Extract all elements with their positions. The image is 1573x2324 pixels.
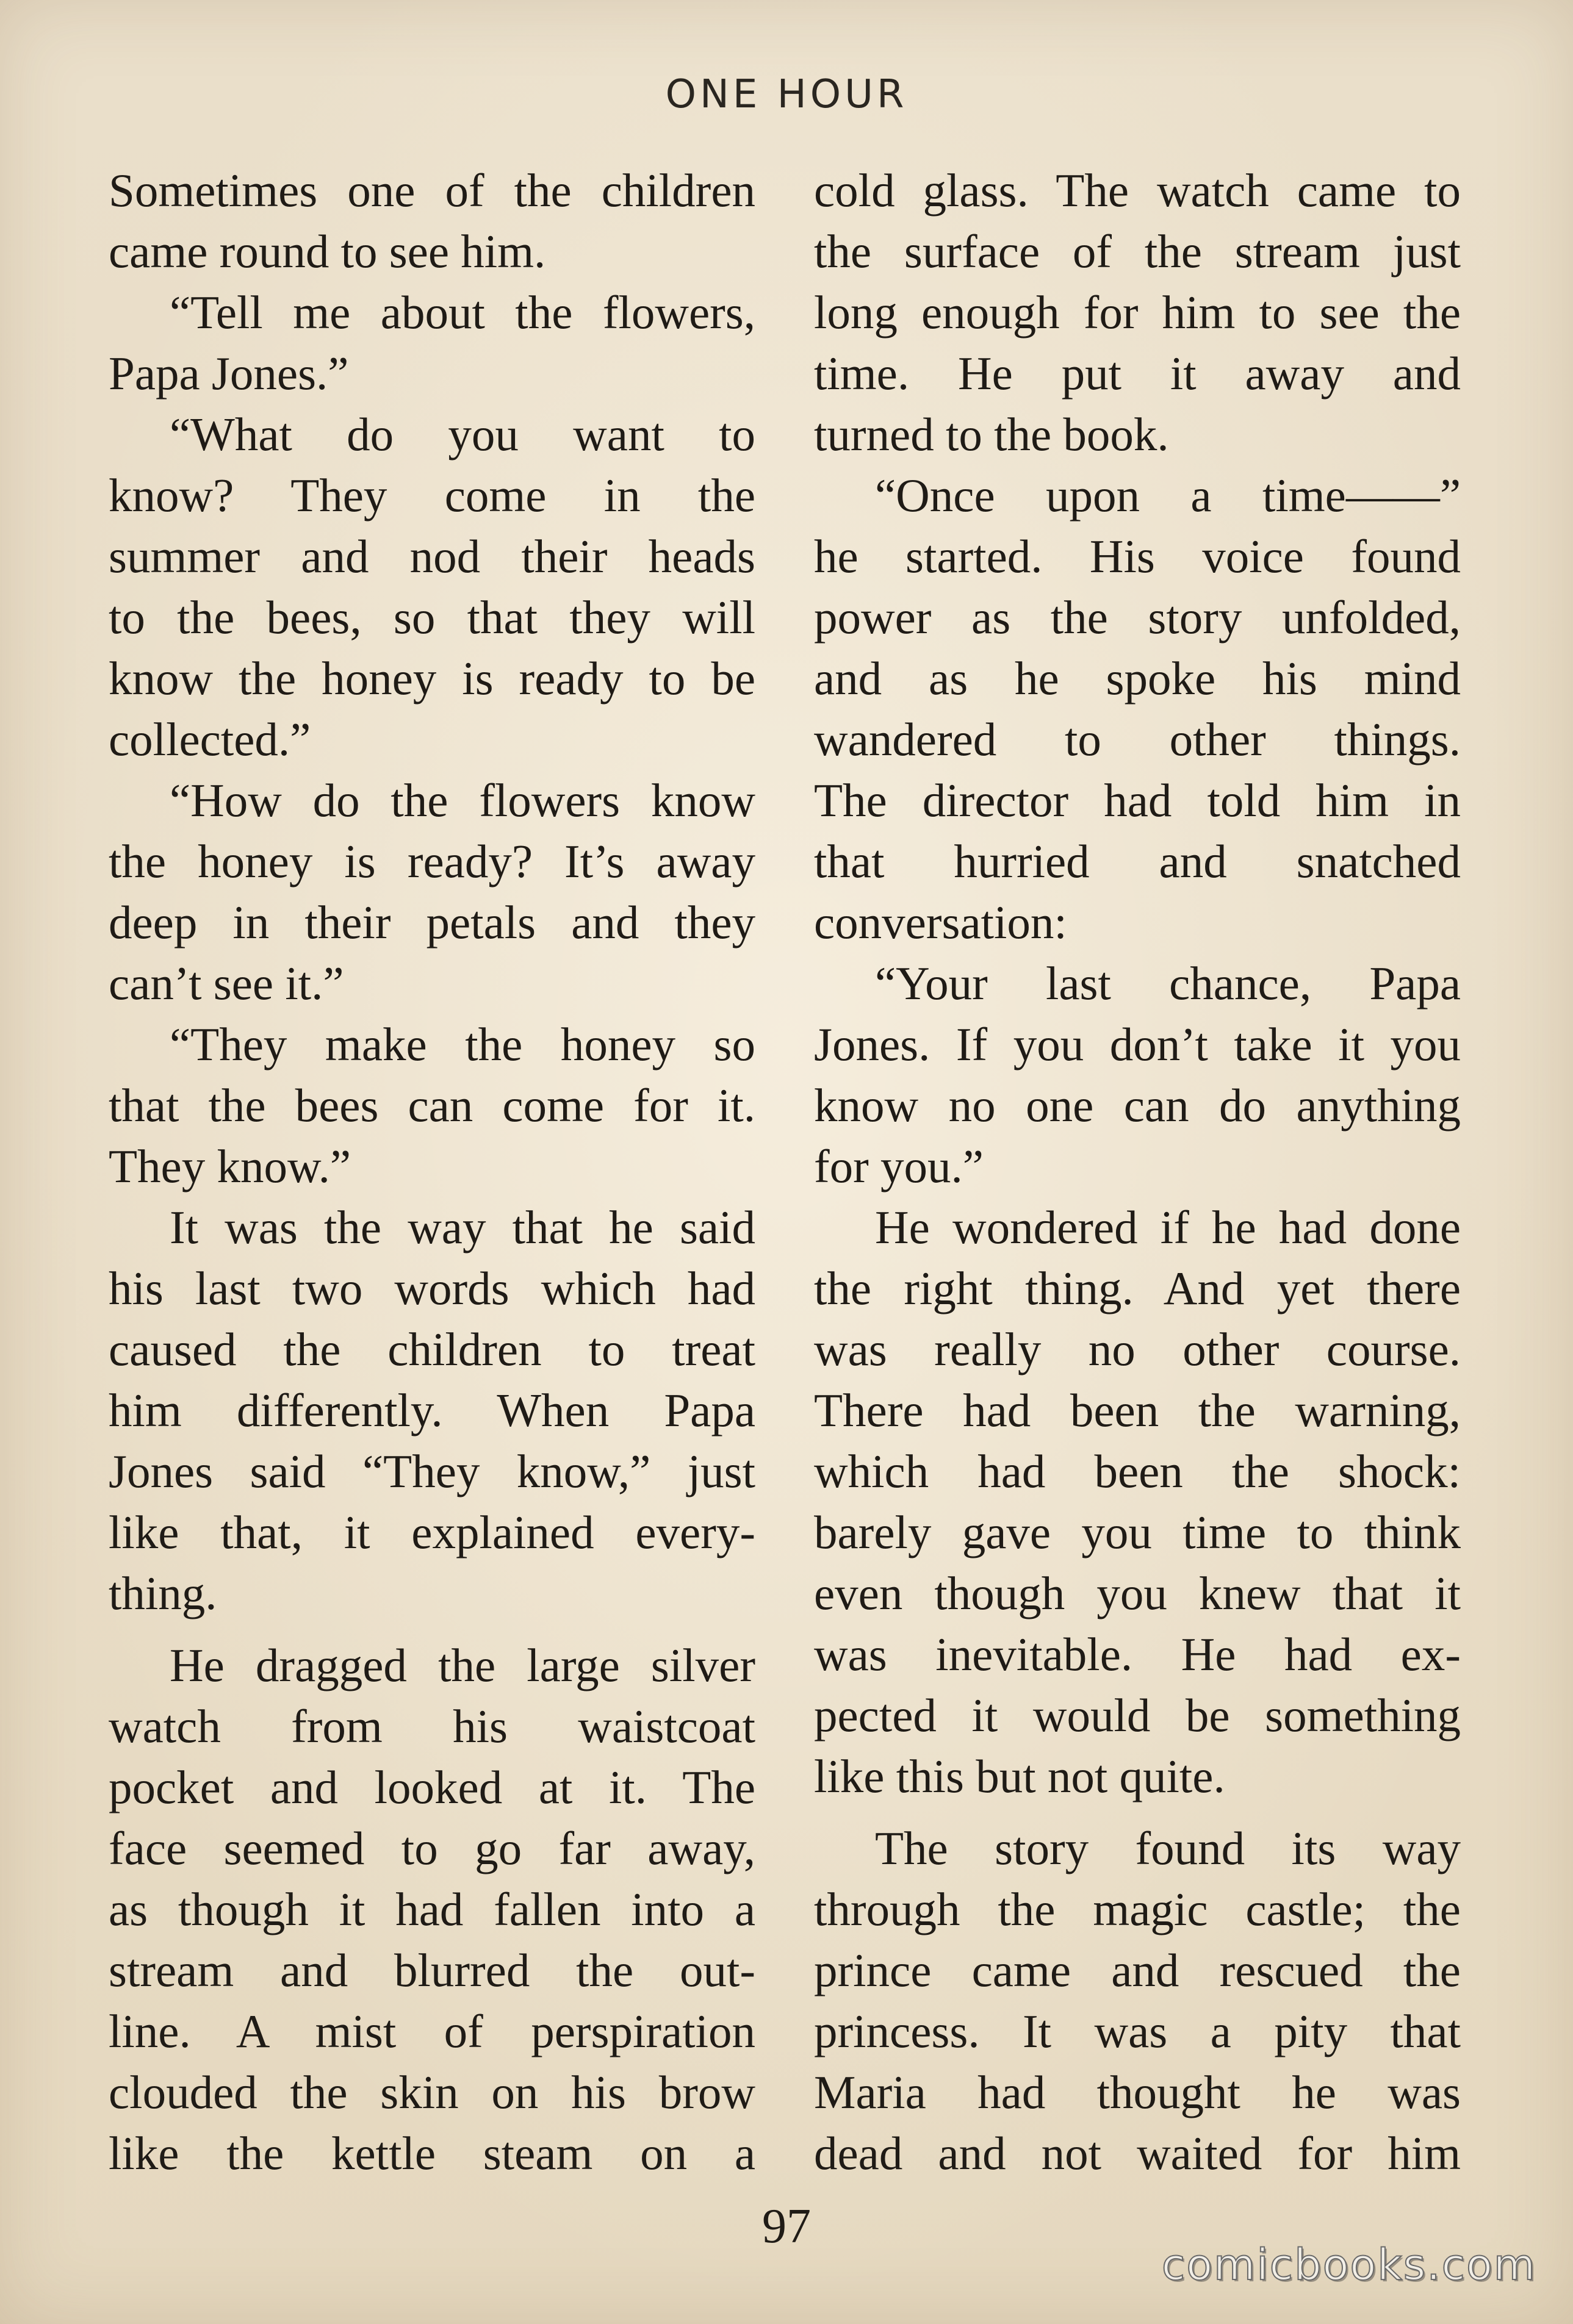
text-line: deep in their petals and they — [109, 896, 755, 949]
text-line: was inevitable. He had ex- — [814, 1628, 1461, 1680]
text-line: time. He put it away and — [814, 347, 1461, 400]
text-line: he started. His voice found — [814, 530, 1461, 583]
watermark-logo: comicbooks.com — [1161, 2240, 1536, 2290]
text-line: which had been the shock: — [814, 1445, 1461, 1497]
text-line: even though you knew that it — [814, 1567, 1461, 1619]
text-line: that the bees can come for it. — [109, 1079, 755, 1132]
text-line: long enough for him to see the — [814, 286, 1461, 339]
text-line: for you.” — [814, 1140, 984, 1192]
text-line: clouded the skin on his brow — [109, 2066, 755, 2118]
text-line: “They make the honey so — [170, 1018, 755, 1071]
text-line: through the magic castle; the — [814, 1883, 1461, 1935]
text-line: him differently. When Papa — [109, 1384, 755, 1436]
text-line: “How do the flowers know — [170, 774, 755, 827]
text-line: Papa Jones.” — [109, 347, 349, 400]
text-line: conversation: — [814, 896, 1067, 949]
text-line: pected it would be something — [814, 1689, 1461, 1741]
text-line: thing. — [109, 1567, 217, 1619]
text-line: stream and blurred the out- — [109, 1944, 755, 1996]
text-line: came round to see him. — [109, 225, 546, 278]
text-line: barely gave you time to think — [814, 1506, 1461, 1558]
text-line: like that, it explained every- — [109, 1506, 755, 1558]
text-line: was really no other course. — [814, 1323, 1461, 1375]
text-line: caused the children to treat — [109, 1323, 755, 1375]
text-line: like the kettle steam on a — [109, 2127, 755, 2179]
text-line: Maria had thought he was — [814, 2066, 1461, 2118]
text-line: Jones said “They know,” just — [109, 1445, 755, 1497]
text-line: The story found its way — [875, 1822, 1461, 1874]
left-column — [109, 160, 755, 2184]
text-line: know the honey is ready to be — [109, 652, 755, 705]
text-line: his last two words which had — [109, 1262, 755, 1314]
text-line: pocket and looked at it. The — [109, 1761, 755, 1813]
text-line: can’t see it.” — [109, 957, 344, 1010]
text-line: wandered to other things. — [814, 713, 1461, 766]
text-line: summer and nod their heads — [109, 530, 755, 583]
text-line: The director had told him in — [814, 774, 1461, 827]
page-number: 97 — [762, 2200, 811, 2253]
text-line: “Once upon a time——” — [875, 469, 1461, 522]
text-line: that hurried and snatched — [814, 835, 1461, 888]
text-line: princess. It was a pity that — [814, 2005, 1461, 2057]
text-line: and as he spoke his mind — [814, 652, 1461, 705]
text-line: know? They come in the — [109, 469, 755, 522]
running-head: ONE HOUR — [665, 72, 908, 117]
text-line: face seemed to go far away, — [109, 1822, 755, 1874]
text-line: like this but not quite. — [814, 1750, 1225, 1802]
text-line: know no one can do anything — [814, 1079, 1461, 1132]
text-line: “Your last chance, Papa — [875, 957, 1461, 1010]
text-line: dead and not waited for him — [814, 2127, 1461, 2179]
text-line: the surface of the stream just — [814, 225, 1461, 278]
text-line: He wondered if he had done — [875, 1201, 1461, 1253]
text-line: the right thing. And yet there — [814, 1262, 1461, 1314]
text-line: He dragged the large silver — [170, 1639, 755, 1691]
text-line: cold glass. The watch came to — [814, 164, 1461, 217]
text-line: There had been the warning, — [814, 1384, 1461, 1436]
right-column — [814, 160, 1461, 2184]
text-line: collected.” — [109, 713, 311, 766]
text-line: “Tell me about the flowers, — [170, 286, 755, 339]
text-line: “What do you want to — [170, 408, 755, 461]
text-line: power as the story unfolded, — [814, 591, 1461, 644]
text-line: the honey is ready? It’s away — [109, 835, 755, 888]
text-line: prince came and rescued the — [814, 1944, 1461, 1996]
text-line: It was the way that he said — [170, 1201, 755, 1253]
text-line: watch from his waistcoat — [109, 1700, 755, 1752]
text-line: as though it had fallen into a — [109, 1883, 755, 1935]
text-line: They know.” — [109, 1140, 351, 1192]
text-line: line. A mist of perspiration — [109, 2005, 755, 2057]
text-line: Jones. If you don’t take it you — [814, 1018, 1461, 1071]
text-line: turned to the book. — [814, 408, 1169, 461]
text-line: to the bees, so that they will — [109, 591, 755, 644]
text-line: Sometimes one of the children — [109, 164, 755, 217]
